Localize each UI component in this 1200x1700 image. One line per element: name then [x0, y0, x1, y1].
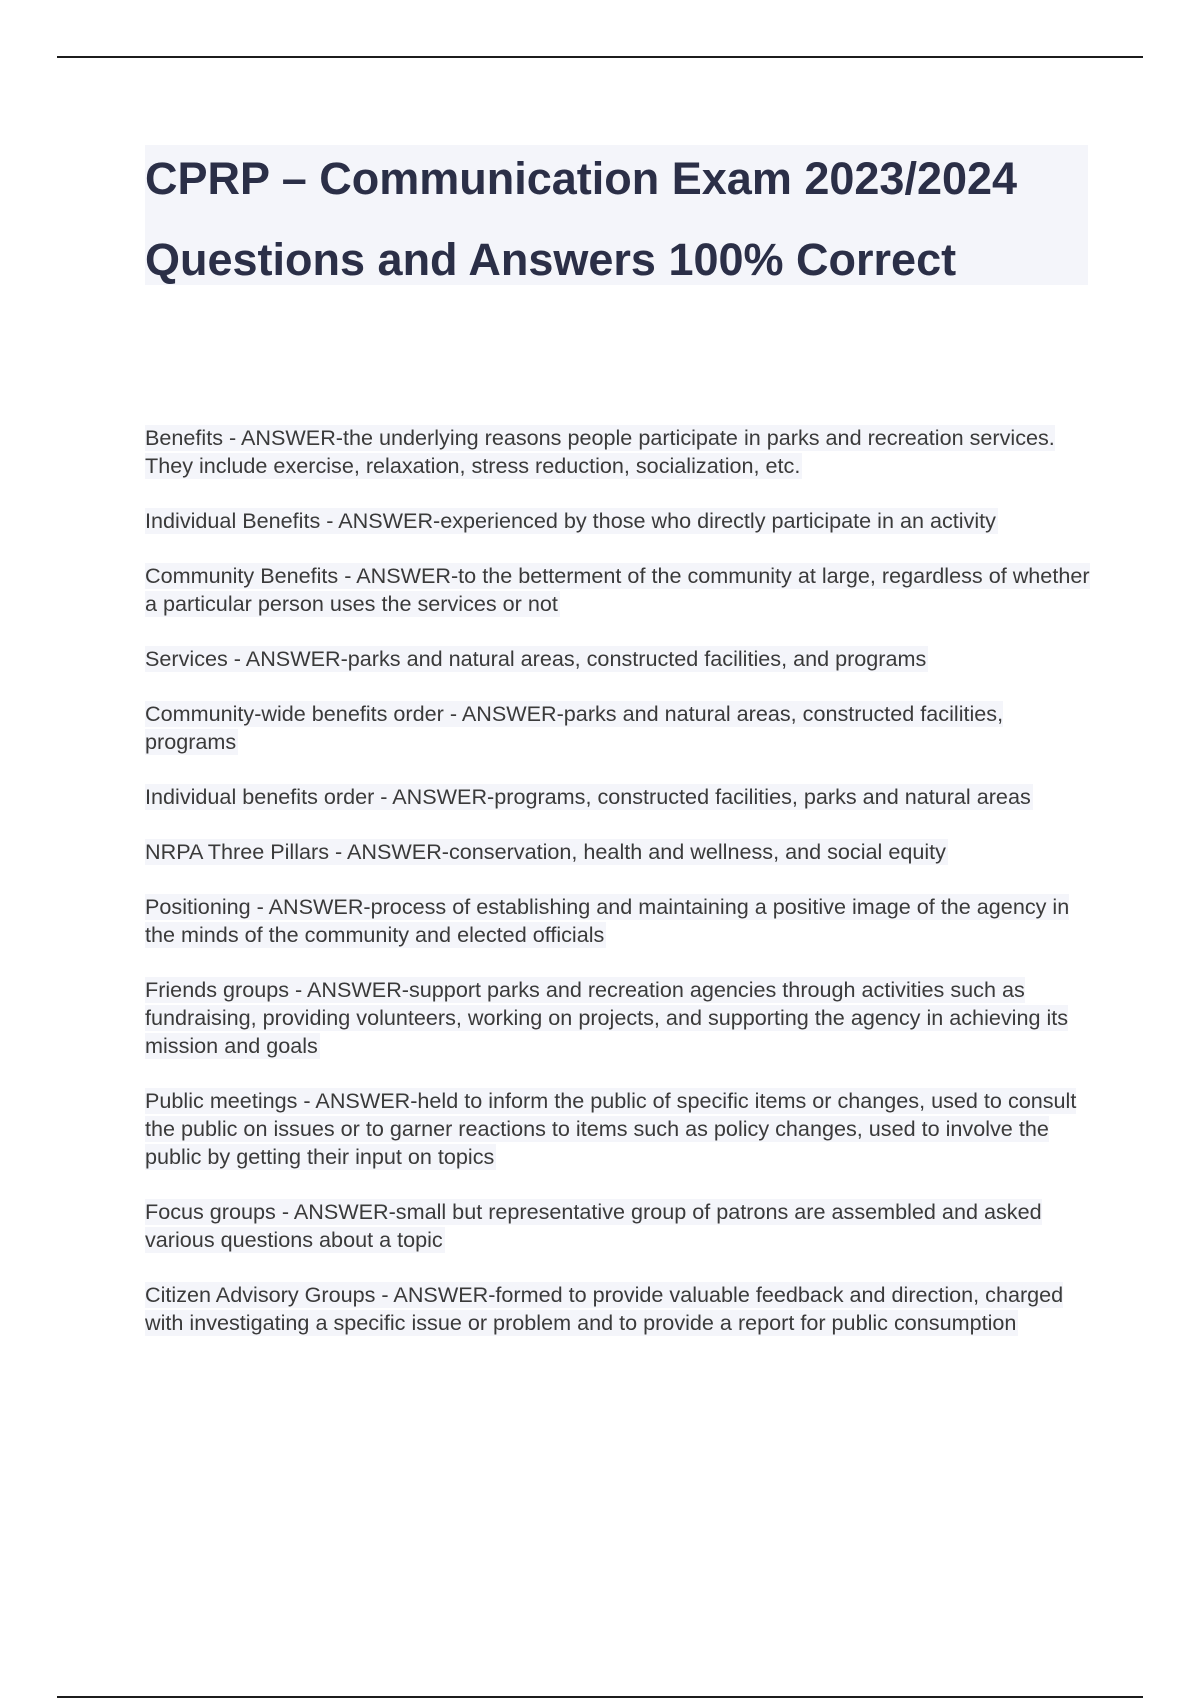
qa-list [145, 424, 1100, 1364]
qa-item-text: Benefits - ANSWER-the underlying reasons people participate in parks and recreation services. They include exercise, relaxation, stress reduction, socialization, etc. [145, 425, 1055, 478]
title-line-2: Questions and Answers 100% Correct [145, 234, 957, 285]
qa-item-text: Positioning - ANSWER-process of establishing and maintaining a positive image of the agency in the minds of the community and elected officials [145, 894, 1070, 947]
qa-item [145, 783, 1100, 811]
qa-item-text: Services - ANSWER-parks and natural areas, constructed facilities, and programs [145, 646, 927, 671]
qa-item-text: Community Benefits - ANSWER-to the betterment of the community at large, regardless of whether a particular person uses the services or not [145, 563, 1090, 616]
top-divider [57, 56, 1143, 58]
qa-item [145, 507, 1100, 535]
qa-item [145, 838, 1100, 866]
qa-item [145, 1087, 1100, 1171]
qa-item-text: Friends groups - ANSWER-support parks and recreation agencies through activities such as fundraising, providing volunteers, working on projects, and supporting the agency in achieving its mission and goals [145, 977, 1069, 1058]
qa-item-text: Community-wide benefits order - ANSWER-parks and natural areas, constructed facilities, programs [145, 701, 1004, 754]
qa-item-text: Citizen Advisory Groups - ANSWER-formed to provide valuable feedback and direction, charged with investigating a specific issue or problem and to provide a report for public consumption [145, 1282, 1064, 1335]
qa-item [145, 1198, 1100, 1254]
qa-item-text: Public meetings - ANSWER-held to inform the public of specific items or changes, used to consult the public on issues or to garner reactions to items such as policy changes, used to involve the public by getting their input on topics [145, 1088, 1077, 1169]
qa-item [145, 976, 1100, 1060]
qa-item [145, 1281, 1100, 1337]
qa-item-text: Individual benefits order - ANSWER-programs, constructed facilities, parks and natural areas [145, 784, 1031, 809]
qa-item [145, 424, 1100, 480]
document-title [145, 145, 1088, 285]
qa-item [145, 562, 1100, 618]
qa-item-text: Individual Benefits - ANSWER-experienced by those who directly participate in an activity [145, 508, 996, 533]
title-line-1: CPRP – Communication Exam 2023/2024 [145, 153, 1018, 204]
qa-item [145, 893, 1100, 949]
qa-item-text: NRPA Three Pillars - ANSWER-conservation, health and wellness, and social equity [145, 839, 946, 864]
bottom-divider [57, 1696, 1143, 1698]
qa-item-text: Focus groups - ANSWER-small but representative group of patrons are assembled and asked various questions about a topic [145, 1199, 1042, 1252]
qa-item [145, 645, 1100, 673]
qa-item [145, 700, 1100, 756]
